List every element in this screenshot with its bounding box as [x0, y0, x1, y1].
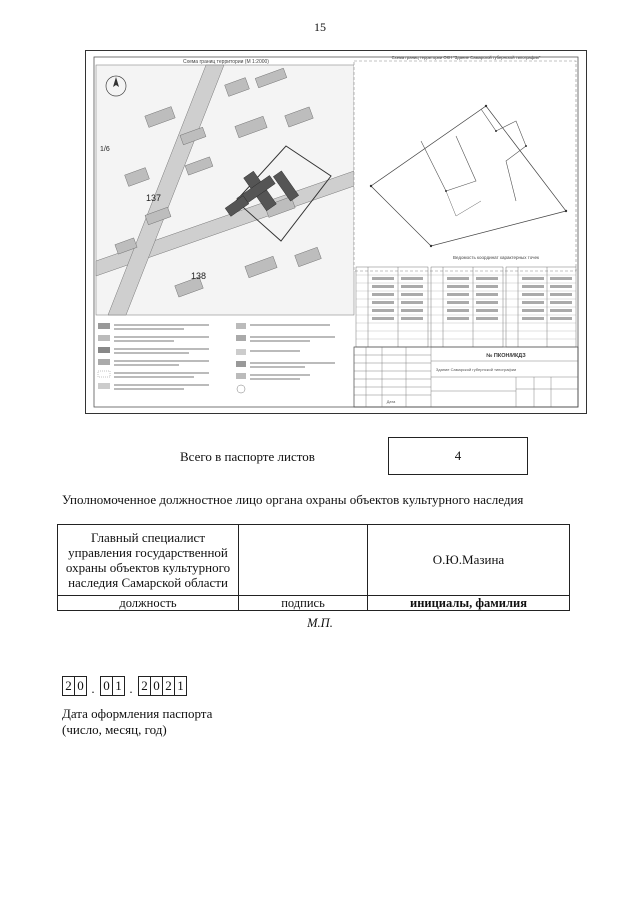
position-line-1: Главный специалист — [90, 530, 206, 545]
stamp-date-label: Дата — [386, 400, 396, 404]
date-month-digit-2: 1 — [112, 676, 125, 696]
issue-date-caption — [62, 706, 212, 738]
authority-heading: Уполномоченное должностное лицо органа охраны объектов культурного наследия — [62, 492, 524, 507]
date-month-digit-1: 0 — [100, 676, 113, 696]
title-block — [354, 347, 578, 407]
sheets-count-value: 4 — [388, 437, 528, 475]
date-year-digit-1: 2 — [138, 676, 151, 696]
date-year-digit-3: 2 — [162, 676, 175, 696]
signatory-table — [57, 524, 570, 611]
stamp-text: Здание Самарской губернской типографии — [435, 367, 517, 372]
map-legend — [98, 323, 335, 393]
date-year-digit-4: 1 — [174, 676, 187, 696]
position-line-2: управления государственной — [68, 545, 228, 560]
date-year-digit-2: 0 — [150, 676, 163, 696]
sheets-count-label: Всего в паспорте листов — [180, 449, 315, 464]
issue-date-caption-line-1: Дата оформления паспорта — [62, 706, 213, 721]
situation-plan-title: Схема границ территории (М 1:2000) — [183, 59, 269, 65]
boundary-plan-title: Схема границ территории ОКН "Здание Самарской губернской типографии" — [391, 55, 541, 60]
plot-label-1-6: 1/6 — [100, 146, 110, 153]
caption-name: инициалы, фамилия — [368, 596, 570, 611]
situation-plan — [96, 59, 354, 315]
date-separator: . — [129, 681, 133, 696]
issue-date — [62, 676, 186, 696]
page-number: 15 — [314, 20, 326, 34]
map-sheet — [85, 50, 587, 414]
position-cell — [58, 525, 239, 596]
map-drawing — [86, 51, 586, 413]
signatory-name: О.Ю.Мазина — [368, 525, 570, 596]
stamp-number: № ПКОН/ИКДЗ — [486, 353, 526, 359]
plot-label-137: 137 — [146, 193, 162, 203]
date-separator: . — [91, 681, 95, 696]
date-day-digit-1: 2 — [62, 676, 75, 696]
caption-position: должность — [58, 596, 239, 611]
position-line-3: охраны объектов культурного — [65, 560, 231, 575]
seal-place: М.П. — [307, 616, 333, 630]
boundary-plan — [354, 55, 576, 271]
caption-signature: подпись — [239, 596, 368, 611]
position-line-4: наследия Самарской области — [68, 575, 228, 590]
plot-label-138: 138 — [191, 271, 207, 281]
coords-title: Ведомость координат характерных точек — [453, 255, 539, 260]
issue-date-caption-line-2: (число, месяц, год) — [62, 722, 167, 737]
signature-cell — [239, 525, 368, 596]
date-day-digit-2: 0 — [74, 676, 87, 696]
